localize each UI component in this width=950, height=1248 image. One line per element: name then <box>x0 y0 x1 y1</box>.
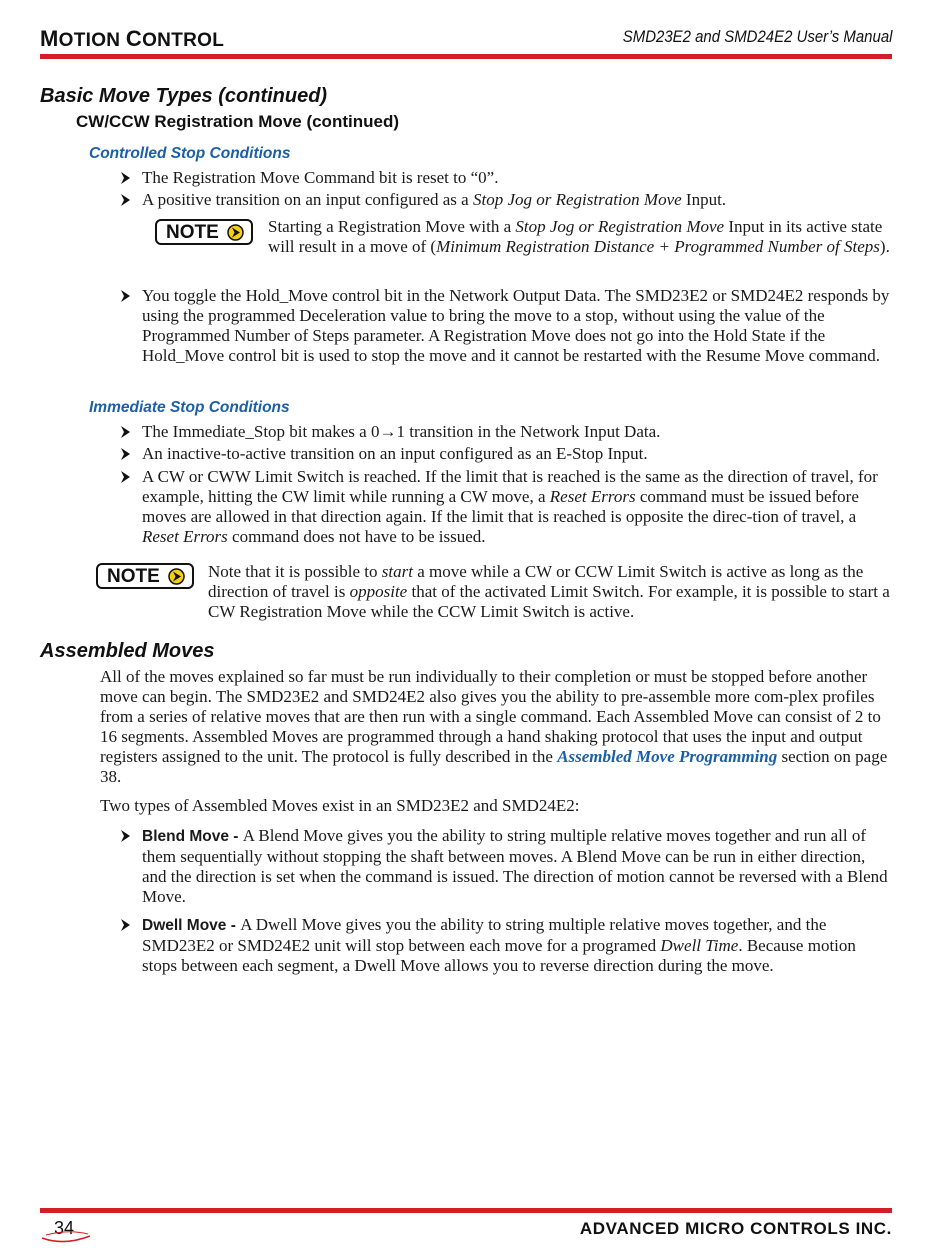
page-swoosh-icon <box>40 1230 92 1244</box>
list-item: The Immediate_Stop bit makes a 0→1 transition in the Network Input Data. <box>120 422 892 442</box>
note-badge: NOTE <box>155 219 253 245</box>
note-arrow-icon <box>227 224 244 241</box>
heading-immediate-stop: Immediate Stop Conditions <box>89 399 290 416</box>
list-item: A positive transition on an input configured as a Stop Jog or Registration Move Input. <box>120 190 892 210</box>
bullet-arrow-icon <box>120 172 131 184</box>
heading-controlled-stop: Controlled Stop Conditions <box>89 145 291 162</box>
company-name: ADVANCED MICRO CONTROLS INC. <box>579 1219 892 1238</box>
paragraph: Two types of Assembled Moves exist in an SMD23E2 and SMD24E2: <box>100 796 580 815</box>
bullet-arrow-icon <box>120 426 131 438</box>
list-item: Blend Move - A Blend Move gives you the ability to string multiple relative moves together and run all of them sequentially without stopping the shaft between moves. A Blend Move can be run in either direction, and the direction is set when the command is issued. The direction of motion cannot be reversed with a Blend Move. <box>120 826 892 907</box>
bullet-arrow-icon <box>120 830 131 842</box>
note-text: Note that it is possible to start a move while a CW or CCW Limit Switch is active as long as the direction of travel is opposite that of the activated Limit Switch. For example, it is possible to start a CW Registration Move while the CCW Limit Switch is active. <box>208 562 890 621</box>
bullet-arrow-icon <box>120 471 131 483</box>
list-item: A CW or CWW Limit Switch is reached. If the limit that is reached is the same as the direction of travel, for example, hitting the CW limit while running a CW move, a Reset Errors command must be issued before moves are allowed in that direction again. If the limit that is reached is opposite the direc-tion of travel, a Reset Errors command does not have to be issued. <box>120 467 892 547</box>
assembled-move-programming-link[interactable]: Assembled Move Programming <box>557 747 778 766</box>
list-item: You toggle the Hold_Move control bit in the Network Output Data. The SMD23E2 or SMD24E2 responds by using the programmed Deceleration value to bring the move to a stop, without using the value of the Programmed Number of Steps parameter. A Registration Move does not go into the Hold State if the Hold_Move control bit is used to stop the move and it cannot be restarted with the Resume Move command. <box>120 286 892 366</box>
paragraph: All of the moves explained so far must be run individually to their completion or must be stopped before another move can begin. The SMD23E2 and SMD24E2 also gives you the ability to pre-assemble more com-plex profiles from a series of relative moves that are then run with a single command. Each Assembled Move can consist of 2 to 16 segments. Assembled Moves are programmed through a hand shaking protocol that uses the input and output registers assigned to the unit. The protocol is fully described in the Assembled Move Programming section on page 38. <box>100 667 888 786</box>
footer-rule <box>40 1208 892 1213</box>
note-text: Starting a Registration Move with a Stop Jog or Registration Move Input in its active state will result in a move of (Minimum Registration Distance + Programmed Number of Steps). <box>268 217 890 256</box>
bullet-arrow-icon <box>120 919 131 931</box>
note-badge: NOTE <box>96 563 194 589</box>
bullet-arrow-icon <box>120 448 131 460</box>
manual-title: SMD23E2 and SMD24E2 User’s Manual <box>622 27 892 46</box>
bullet-arrow-icon <box>120 290 131 302</box>
list-item: An inactive-to-active transition on an input configured as an E-Stop Input. <box>120 444 892 464</box>
list-item: The Registration Move Command bit is reset to “0”. <box>120 168 892 188</box>
list-item: Dwell Move - A Dwell Move gives you the ability to string multiple relative moves together, and the SMD23E2 or SMD24E2 unit will stop between each move for a programed Dwell Time. Because motion stops between each segment, a Dwell Move allows you to reverse direction during the move. <box>120 915 892 976</box>
section-header-title: MOTION CONTROL <box>40 26 225 51</box>
note-arrow-icon <box>168 568 185 585</box>
heading-basic-move-types: Basic Move Types (continued) <box>40 85 328 107</box>
subheading-registration-move: CW/CCW Registration Move (continued) <box>76 112 399 131</box>
bullet-arrow-icon <box>120 194 131 206</box>
page-number: 34 <box>54 1218 75 1238</box>
header-rule <box>40 54 892 59</box>
heading-assembled-moves: Assembled Moves <box>40 640 215 662</box>
